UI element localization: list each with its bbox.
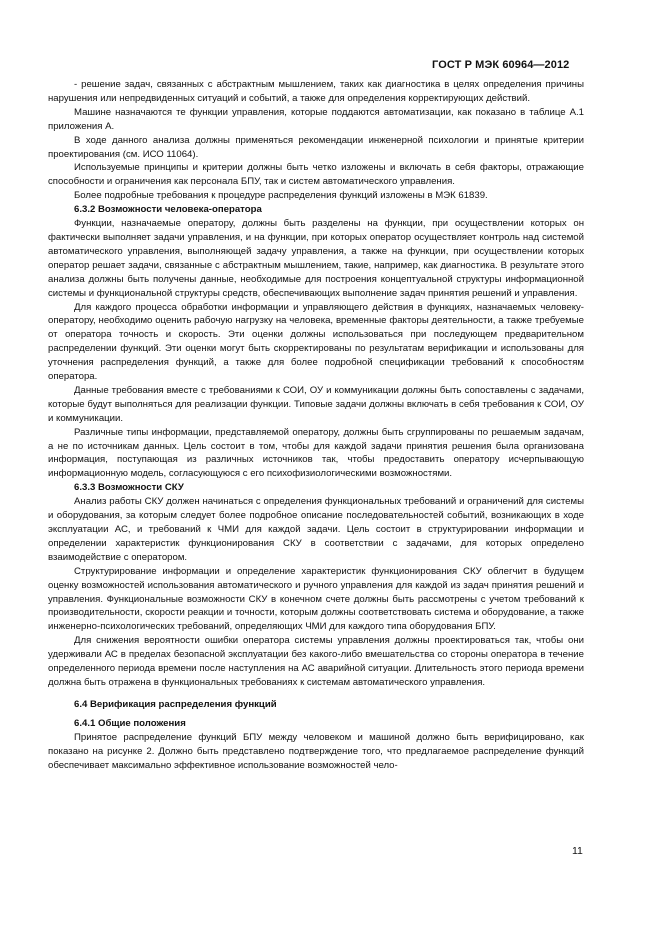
section-heading-6-3-3: 6.3.3 Возможности СКУ: [74, 482, 184, 494]
paragraph: Структурирование информации и определение характеристик функционирования СКУ облегчит в будущем оценку возможностей использования автоматического и ручного управления для каждой из задач принятия решений и управления. Функциональные возможности СКУ в конечном счете должны быть рассмотрены с учетом требований к производительности, скорости реакции и точности, которым должны соответствовать система и оборудование, а также инженерно-психологических требований, определяющих ЧМИ для каждого типа оборудования БПУ.: [48, 565, 584, 633]
section-heading-6-4: 6.4 Верификация распределения функций: [74, 698, 277, 710]
paragraph: Различные типы информации, представляемой оператору, должны быть сгруппированы по решаемым задачам, а не по источникам данных. Цель состоит в том, чтобы для каждой задачи принятия решения была организована информация, поступающая из различных источников так, чтобы предоставить оператору исчерпывающую информационную модель, согласующуюся с его психофизиологическими возможностями.: [48, 426, 584, 480]
document-header: ГОСТ Р МЭК 60964—2012: [432, 59, 570, 71]
paragraph: Функции, назначаемые оператору, должны быть разделены на функции, при осуществлении которых он фактически выполняет задачи управления, и на функции, при которых оператор осуществляет контроль над системой автоматического управления, выполняющей задачу управления, а также на функции, при осуществлении которых оператор решает задачи, связанные с абстрактным мышлением, такие, например, как диагностика. В результате этого анализа должны быть получены данные, необходимые для построения концептуальной структуры информационной системы и функциональной структуры средств, обеспечивающих выполнение задач принятия решений и управления.: [48, 218, 584, 299]
section-heading-6-3-2: 6.3.2 Возможности человека-оператора: [74, 204, 262, 216]
paragraph: Принятое распределение функций БПУ между человеком и машиной должно быть верифицировано, как показано на рисунке 2. Должно быть представлено подтверждение того, что предлагаемое распределение функций обеспечивает максимально эффективное использование возможностей чело-: [48, 731, 584, 771]
paragraph: Используемые принципы и критерии должны быть четко изложены и включать в себя факторы, отражающие способности и ограничения как персонала БПУ, так и систем автоматического управления.: [48, 162, 584, 188]
paragraph: Машине назначаются те функции управления, которые поддаются автоматизации, как показано в таблице А.1 приложения А.: [48, 106, 584, 132]
paragraph: Данные требования вместе с требованиями к СОИ, ОУ и коммуникации должны быть сопоставлены с задачами, которые будут выполняться для реализации функции. Типовые задачи должны включать в себя требования к СОИ, ОУ и коммуникации.: [48, 384, 584, 424]
paragraph: Более подробные требования к процедуре распределения функций изложены в МЭК 61839.: [74, 190, 488, 202]
document-body: [48, 78, 584, 772]
page-number: 11: [572, 845, 583, 857]
paragraph: В ходе данного анализа должны применяться рекомендации инженерной психологии и принятые критерии проектирования (см. ИСО 11064).: [48, 134, 584, 160]
paragraph: Для каждого процесса обработки информации и управляющего действия в функциях, назначаемых человеку-оператору, необходимо оценить рабочую нагрузку на человека, временные факторы деятельности, а также требуемые от оператора точность и скорость. Эти оценки должны использоваться при последующем предварительном распределении функций. Эти оценки могут быть скорректированы по результатам верификации и использованы для уточнения распределения функций, а также для более подробной спецификации требований к способностям оператора.: [48, 301, 584, 383]
section-heading-6-4-1: 6.4.1 Общие положения: [74, 717, 186, 729]
paragraph: Анализ работы СКУ должен начинаться с определения функциональных требований и ограничений для системы и оборудования, за которым следует более подробное описание последовательностей событий, возникающих в ходе эксплуатации АС, и требований к ЧМИ для каждой задачи. Цель состоит в структурировании информации и определении характеристик функционирования СКУ в соответствии с задачами, для которых определено взаимодействие с оператором.: [48, 496, 584, 563]
paragraph: Для снижения вероятности ошибки оператора системы управления должны проектироваться так, чтобы они удерживали АС в пределах безопасной эксплуатации без какого-либо вмешательства со стороны оператора в течение определенного периода времени после наступления на АС аварийной ситуации. Длительность этого периода времени должна быть отражена в функциональных требованиях к системам автоматического управления.: [48, 635, 584, 688]
paragraph: - решение задач, связанных с абстрактным мышлением, таких как диагностика в целях определения причины нарушения или непредвиденных ситуаций и событий, а также для определения корректирующих действий.: [48, 79, 584, 104]
